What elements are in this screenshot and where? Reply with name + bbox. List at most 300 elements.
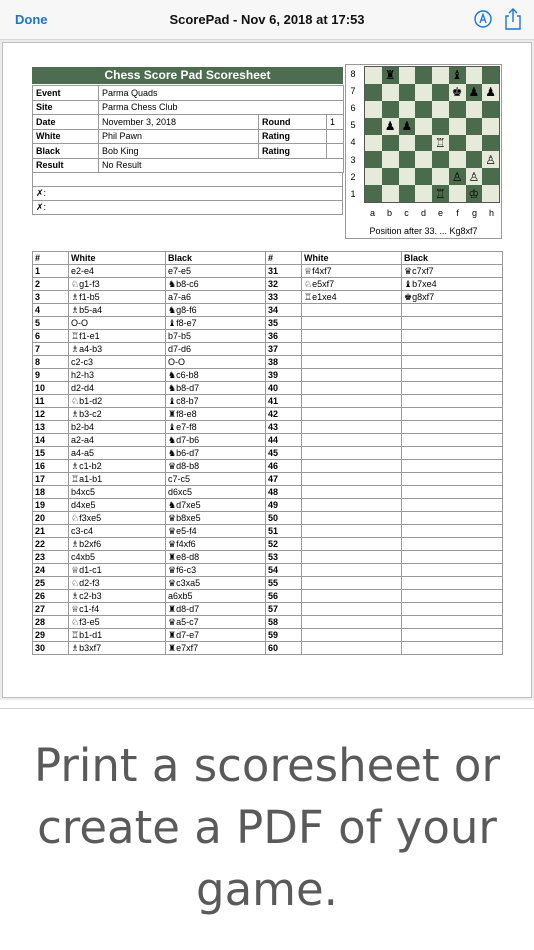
- black-move: ♞b6-d7: [166, 447, 266, 460]
- white-move: ♘f3-e5: [69, 616, 166, 629]
- board-square: [415, 67, 432, 84]
- black-move: ♞c6-b8: [166, 369, 266, 382]
- black-move: [402, 629, 503, 642]
- move-number: 26: [33, 590, 69, 603]
- board-square: [382, 101, 399, 118]
- move-row: [33, 421, 503, 434]
- white-header: White: [302, 252, 402, 265]
- note-row: ✗:: [32, 201, 343, 215]
- move-row: [33, 616, 503, 629]
- markup-icon[interactable]: [474, 10, 492, 28]
- black-move: ♛f6-c3: [166, 564, 266, 577]
- move-number: 23: [33, 551, 69, 564]
- info-row-result: [33, 158, 344, 173]
- board-square: ♙: [482, 151, 499, 168]
- move-row: [33, 434, 503, 447]
- board-square: ♜: [382, 67, 399, 84]
- white-move: [302, 616, 402, 629]
- white-move: [302, 629, 402, 642]
- move-number: 35: [266, 317, 302, 330]
- info-value: November 3, 2018: [99, 115, 259, 130]
- black-move: d7-d6: [166, 343, 266, 356]
- share-icon[interactable]: [504, 8, 522, 30]
- white-move: a2-a4: [69, 434, 166, 447]
- moves-table: [32, 251, 503, 655]
- move-number: 57: [266, 603, 302, 616]
- board-square: [365, 168, 382, 185]
- info-label: Rating: [259, 144, 327, 159]
- white-move: [302, 642, 402, 655]
- move-number: 51: [266, 525, 302, 538]
- move-number: 60: [266, 642, 302, 655]
- black-move: [402, 343, 503, 356]
- white-move: [302, 421, 402, 434]
- black-move: ♛c7xf7: [402, 265, 503, 278]
- file-label: g: [471, 208, 477, 218]
- black-move: c7-c5: [166, 473, 266, 486]
- board-square: ♟: [382, 118, 399, 135]
- board-square: [482, 101, 499, 118]
- board-square: ♟: [466, 84, 483, 101]
- board-square: [365, 101, 382, 118]
- white-move: ♗b3xf7: [69, 642, 166, 655]
- board-square: [466, 67, 483, 84]
- move-row: [33, 356, 503, 369]
- white-move: [302, 525, 402, 538]
- move-row: [33, 551, 503, 564]
- board-square: [365, 118, 382, 135]
- move-row: [33, 473, 503, 486]
- move-number: 49: [266, 499, 302, 512]
- white-move: d2-d4: [69, 382, 166, 395]
- black-move: b7-b5: [166, 330, 266, 343]
- board-square: [365, 84, 382, 101]
- white-move: [302, 304, 402, 317]
- move-number: 33: [266, 291, 302, 304]
- board-square: [432, 168, 449, 185]
- white-move: [302, 551, 402, 564]
- move-row: [33, 291, 503, 304]
- move-number: 17: [33, 473, 69, 486]
- move-number: 44: [266, 434, 302, 447]
- move-row: [33, 460, 503, 473]
- black-move: [402, 499, 503, 512]
- black-move: ♛d8-b8: [166, 460, 266, 473]
- black-move: ♛f4xf6: [166, 538, 266, 551]
- move-row: [33, 629, 503, 642]
- board-square: [466, 135, 483, 152]
- rank-label: 3: [350, 154, 356, 165]
- page-title: ScorePad - Nov 6, 2018 at 17:53: [169, 12, 365, 27]
- black-move: ♛c3xa5: [166, 577, 266, 590]
- white-move: ♘g1-f3: [69, 278, 166, 291]
- white-move: [302, 460, 402, 473]
- board-square: [399, 67, 416, 84]
- white-move: ♗b2xf6: [69, 538, 166, 551]
- white-move: ♕f4xf7: [302, 265, 402, 278]
- white-move: [302, 499, 402, 512]
- board-square: [415, 151, 432, 168]
- move-number: 25: [33, 577, 69, 590]
- white-move: [302, 369, 402, 382]
- black-move: [402, 317, 503, 330]
- board-square: ♙: [449, 168, 466, 185]
- navigation-bar: [0, 0, 534, 40]
- move-row: [33, 330, 503, 343]
- board-square: [382, 151, 399, 168]
- board-square: [415, 118, 432, 135]
- white-move: [302, 512, 402, 525]
- move-number: 9: [33, 369, 69, 382]
- white-move: [302, 577, 402, 590]
- file-label: c: [404, 208, 409, 218]
- board-square: [415, 168, 432, 185]
- black-move: [402, 434, 503, 447]
- move-number: 45: [266, 447, 302, 460]
- move-number: 15: [33, 447, 69, 460]
- white-move: c3-c4: [69, 525, 166, 538]
- move-row: [33, 642, 503, 655]
- black-move: ♞d7-b6: [166, 434, 266, 447]
- board-square: ♚: [449, 84, 466, 101]
- move-number: 38: [266, 356, 302, 369]
- done-button[interactable]: Done: [15, 12, 48, 27]
- rank-label: 1: [350, 188, 356, 199]
- move-number: 2: [33, 278, 69, 291]
- white-move: ♗a4-b3: [69, 343, 166, 356]
- info-value: Parma Quads: [99, 86, 344, 101]
- black-move: [402, 551, 503, 564]
- black-move: [402, 447, 503, 460]
- info-label: Rating: [259, 129, 327, 144]
- info-value: Bob King: [99, 144, 259, 159]
- move-number: 4: [33, 304, 69, 317]
- info-row-date: [33, 115, 344, 130]
- move-row: [33, 499, 503, 512]
- board-square: [449, 185, 466, 202]
- board-square: [432, 151, 449, 168]
- move-number: 11: [33, 395, 69, 408]
- move-number: 47: [266, 473, 302, 486]
- move-number: 55: [266, 577, 302, 590]
- move-row: [33, 317, 503, 330]
- info-row-event: [33, 86, 344, 101]
- move-number: 10: [33, 382, 69, 395]
- move-number: 39: [266, 369, 302, 382]
- black-move: [402, 616, 503, 629]
- white-move: [302, 538, 402, 551]
- move-number: 40: [266, 382, 302, 395]
- move-row: [33, 382, 503, 395]
- move-row: [33, 408, 503, 421]
- moves-header-row: [33, 252, 503, 265]
- move-number: 20: [33, 512, 69, 525]
- scoresheet-title: Chess Score Pad Scoresheet: [32, 67, 343, 84]
- black-move: ♜e7xf7: [166, 642, 266, 655]
- board-square: [382, 185, 399, 202]
- move-number: 43: [266, 421, 302, 434]
- move-number: 37: [266, 343, 302, 356]
- white-move: [302, 434, 402, 447]
- white-move: [302, 317, 402, 330]
- black-move: ♜f8-e8: [166, 408, 266, 421]
- file-label: b: [386, 208, 392, 218]
- info-label: Site: [33, 100, 99, 115]
- black-move: [402, 460, 503, 473]
- file-label: d: [420, 208, 426, 218]
- move-row: [33, 577, 503, 590]
- black-move: d6xc5: [166, 486, 266, 499]
- white-move: ♗b5-a4: [69, 304, 166, 317]
- black-move: O-O: [166, 356, 266, 369]
- black-move: [402, 590, 503, 603]
- board-square: [449, 151, 466, 168]
- file-label: h: [488, 208, 494, 218]
- black-header: Black: [402, 252, 503, 265]
- board-square: [382, 135, 399, 152]
- board-square: [432, 84, 449, 101]
- move-number-header: #: [266, 252, 302, 265]
- promo-text: Print a scoresheet or create a PDF of your game.: [34, 739, 500, 916]
- move-number: 36: [266, 330, 302, 343]
- move-row: [33, 590, 503, 603]
- board-square: [432, 101, 449, 118]
- board-square: [482, 67, 499, 84]
- move-row: [33, 278, 503, 291]
- board-square: [432, 67, 449, 84]
- black-move: [402, 603, 503, 616]
- black-header: Black: [166, 252, 266, 265]
- move-number: 19: [33, 499, 69, 512]
- white-move: [302, 408, 402, 421]
- board-square: [432, 118, 449, 135]
- white-move: ♖b1-d1: [69, 629, 166, 642]
- info-row-black: [33, 144, 344, 159]
- move-number: 46: [266, 460, 302, 473]
- move-row: [33, 525, 503, 538]
- board-square: [365, 135, 382, 152]
- board-square: [466, 151, 483, 168]
- black-move: ♞b8-d7: [166, 382, 266, 395]
- black-move: [402, 642, 503, 655]
- move-row: [33, 603, 503, 616]
- board-square: [399, 168, 416, 185]
- board-square: ♟: [482, 84, 499, 101]
- white-move: c2-c3: [69, 356, 166, 369]
- rank-label: 4: [350, 137, 356, 148]
- info-value: Parma Chess Club: [99, 100, 344, 115]
- white-move: ♗f1-b5: [69, 291, 166, 304]
- info-label: Date: [33, 115, 99, 130]
- black-move: ♛b8xe5: [166, 512, 266, 525]
- info-value: No Result: [99, 158, 344, 173]
- black-move: [402, 369, 503, 382]
- board-square: [382, 84, 399, 101]
- position-caption: Position after 33. ... Kg8xf7: [369, 226, 478, 236]
- board-square: [449, 101, 466, 118]
- info-label: Black: [33, 144, 99, 159]
- board-square: [415, 135, 432, 152]
- black-move: [402, 577, 503, 590]
- board-square: [466, 118, 483, 135]
- divider: [0, 708, 534, 709]
- board-square: [449, 118, 466, 135]
- board-square: [365, 67, 382, 84]
- move-number: 50: [266, 512, 302, 525]
- white-move: ♖f1-e1: [69, 330, 166, 343]
- white-move: ♗b3-c2: [69, 408, 166, 421]
- white-move: [302, 473, 402, 486]
- move-row: [33, 369, 503, 382]
- black-move: [402, 564, 503, 577]
- white-move: e2-e4: [69, 265, 166, 278]
- info-value: 1: [327, 115, 344, 130]
- black-move: a7-a6: [166, 291, 266, 304]
- white-move: [302, 330, 402, 343]
- board-square: [482, 135, 499, 152]
- black-move: ♝e7-f8: [166, 421, 266, 434]
- rank-label: 6: [350, 103, 356, 114]
- move-number: 6: [33, 330, 69, 343]
- board-square: [399, 185, 416, 202]
- white-move: [302, 603, 402, 616]
- board-square: [466, 101, 483, 118]
- move-number: 30: [33, 642, 69, 655]
- board-square: [482, 168, 499, 185]
- info-label: White: [33, 129, 99, 144]
- black-move: [402, 473, 503, 486]
- move-number: 8: [33, 356, 69, 369]
- black-move: [402, 356, 503, 369]
- rank-label: 2: [350, 171, 356, 182]
- white-move: h2-h3: [69, 369, 166, 382]
- white-move: b2-b4: [69, 421, 166, 434]
- move-number: 3: [33, 291, 69, 304]
- move-number: 12: [33, 408, 69, 421]
- board-square: ♔: [466, 185, 483, 202]
- white-move: [302, 564, 402, 577]
- white-move: [302, 356, 402, 369]
- black-move: [402, 330, 503, 343]
- info-value: [327, 144, 344, 159]
- white-move: O-O: [69, 317, 166, 330]
- move-number: 56: [266, 590, 302, 603]
- black-move: ♞b8-c6: [166, 278, 266, 291]
- rank-label: 7: [350, 86, 356, 97]
- board-square: [365, 185, 382, 202]
- black-move: ♞g8-f6: [166, 304, 266, 317]
- black-move: [402, 395, 503, 408]
- white-move: ♖e1xe4: [302, 291, 402, 304]
- white-move: [302, 395, 402, 408]
- black-move: [402, 382, 503, 395]
- black-move: [402, 486, 503, 499]
- move-number: 32: [266, 278, 302, 291]
- board-square: [399, 84, 416, 101]
- move-number-header: #: [33, 252, 69, 265]
- board-square: [382, 168, 399, 185]
- black-move: [402, 538, 503, 551]
- move-number: 42: [266, 408, 302, 421]
- white-move: ♗c2-b3: [69, 590, 166, 603]
- info-label: Result: [33, 158, 99, 173]
- white-move: ♖a1-b1: [69, 473, 166, 486]
- move-number: 18: [33, 486, 69, 499]
- move-number: 41: [266, 395, 302, 408]
- black-move: ♜e8-d8: [166, 551, 266, 564]
- move-row: [33, 538, 503, 551]
- black-move: a6xb5: [166, 590, 266, 603]
- black-move: ♜d8-d7: [166, 603, 266, 616]
- file-label: e: [437, 208, 443, 218]
- rank-label: 8: [350, 69, 356, 79]
- white-move: ♕d1-c1: [69, 564, 166, 577]
- white-move: [302, 486, 402, 499]
- info-value: Phil Pawn: [99, 129, 259, 144]
- white-move: [302, 590, 402, 603]
- white-move: [302, 447, 402, 460]
- move-number: 54: [266, 564, 302, 577]
- move-number: 13: [33, 421, 69, 434]
- white-move: [302, 343, 402, 356]
- board-square: [449, 135, 466, 152]
- move-number: 16: [33, 460, 69, 473]
- white-move: d4xe5: [69, 499, 166, 512]
- move-number: 27: [33, 603, 69, 616]
- move-number: 53: [266, 551, 302, 564]
- move-number: 14: [33, 434, 69, 447]
- black-move: ♚g8xf7: [402, 291, 503, 304]
- board-square: [415, 185, 432, 202]
- move-row: [33, 343, 503, 356]
- move-number: 58: [266, 616, 302, 629]
- move-number: 52: [266, 538, 302, 551]
- white-header: White: [69, 252, 166, 265]
- info-row-white: [33, 129, 344, 144]
- white-move: ♘e5xf7: [302, 278, 402, 291]
- white-move: c4xb5: [69, 551, 166, 564]
- black-move: e7-e5: [166, 265, 266, 278]
- board-square: ♖: [432, 185, 449, 202]
- move-number: 5: [33, 317, 69, 330]
- white-move: ♘d2-f3: [69, 577, 166, 590]
- move-number: 7: [33, 343, 69, 356]
- move-number: 1: [33, 265, 69, 278]
- board-square: [415, 84, 432, 101]
- move-row: [33, 304, 503, 317]
- black-move: ♞d7xe5: [166, 499, 266, 512]
- black-move: [402, 525, 503, 538]
- board-square: [399, 101, 416, 118]
- move-number: 48: [266, 486, 302, 499]
- info-label: Event: [33, 86, 99, 101]
- black-move: [402, 304, 503, 317]
- black-move: ♜d7-e7: [166, 629, 266, 642]
- move-row: [33, 395, 503, 408]
- info-row-site: [33, 100, 344, 115]
- white-move: b4xc5: [69, 486, 166, 499]
- board-square: [415, 101, 432, 118]
- black-move: [402, 408, 503, 421]
- move-number: 31: [266, 265, 302, 278]
- move-row: [33, 265, 503, 278]
- board-square: ♙: [466, 168, 483, 185]
- white-move: ♘b1-d2: [69, 395, 166, 408]
- chess-board: [364, 66, 500, 203]
- move-row: [33, 564, 503, 577]
- white-move: ♗c1-b2: [69, 460, 166, 473]
- file-label: a: [369, 208, 375, 218]
